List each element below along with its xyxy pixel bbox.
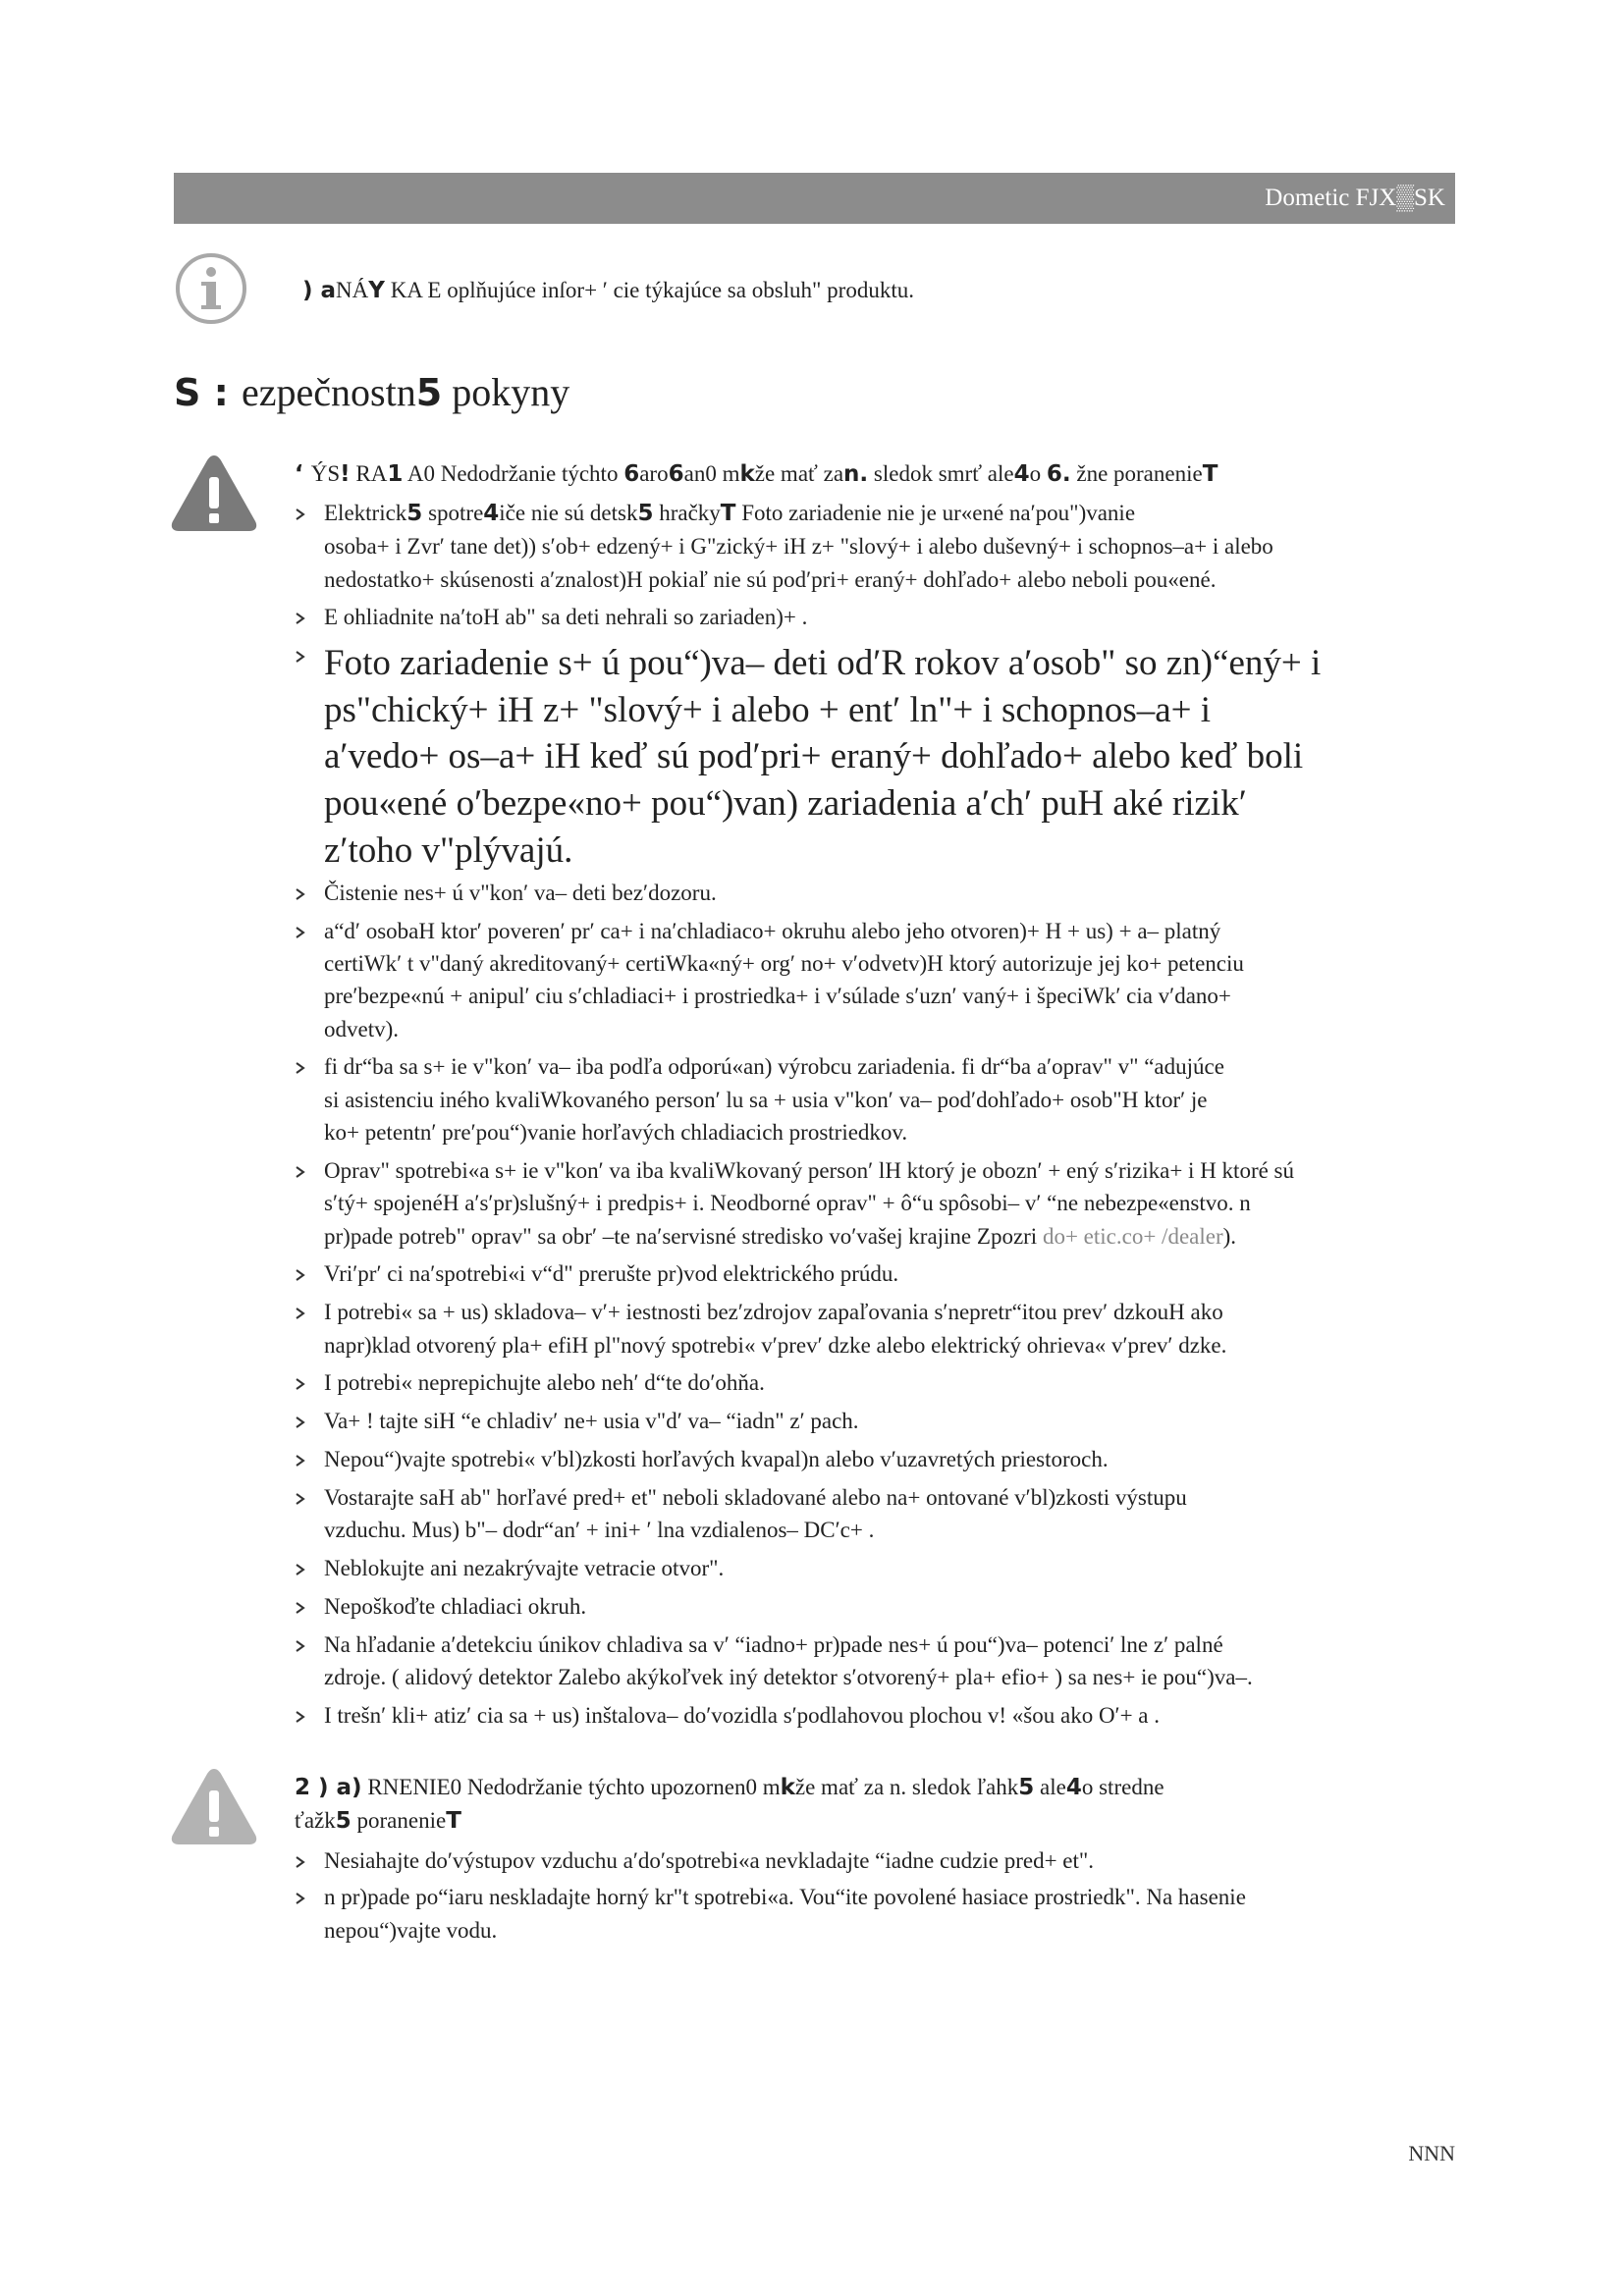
text-line (324, 1661, 1253, 1693)
text-line (324, 733, 1321, 780)
text-segment: k (739, 461, 755, 487)
text-segment: ). (1222, 1223, 1237, 1249)
text-segment: T (446, 1808, 461, 1834)
bullet-chevron-icon (295, 1257, 324, 1290)
text-segment: 4 (1013, 461, 1030, 487)
page-number: NNN (1408, 2141, 1455, 2165)
list-item-text (324, 1552, 724, 1584)
caution-title (295, 1771, 1455, 1838)
text-segment: I potrebi« neprepichujte alebo neh′ d“te do′ohňa. (324, 1370, 765, 1396)
text-segment: 5 (415, 371, 443, 414)
text-segment: ) a (302, 278, 337, 303)
text-segment: n pr)pade po“iaru neskladajte horný kr"t spotrebi«a. Vou“ite povolené hasiace prostriedk". Na hasenie (324, 1885, 1246, 1910)
text-line (324, 1405, 859, 1437)
text-line (324, 1154, 1294, 1187)
text-segment: spotre (422, 501, 484, 525)
text-segment: A0 Nedodržanie týchto (403, 461, 624, 486)
text-segment: pr)pade potreb" oprav" sa obr′ –te na′servisné stredisko vo′vašej krajine Zpozri (324, 1223, 1043, 1249)
text-line (324, 1084, 1224, 1116)
text-segment: E ohliadnite na′toH ab" sa deti nehrali so zariaden)+ . (324, 605, 808, 630)
caution-list (295, 1844, 1455, 1947)
text-line (324, 915, 1244, 947)
text-line (324, 1296, 1226, 1328)
note-text (302, 274, 914, 307)
list-item-text (324, 1629, 1253, 1694)
text-segment: hračky (653, 501, 721, 525)
text-segment: 5 (406, 501, 423, 526)
text-segment: 1 (387, 461, 404, 487)
text-line (324, 1050, 1224, 1083)
list-item (295, 1629, 1455, 1694)
text-segment: pokyny (442, 370, 570, 414)
text-segment: Nepou“)vajte spotrebi« v′bl)zkosti horľavých kvapal)n alebo v′uzavretých priestoroch. (324, 1447, 1109, 1472)
list-item-text (324, 601, 807, 633)
text-segment: že mať za (754, 461, 844, 486)
text-line (324, 640, 1321, 687)
bullet-chevron-icon (295, 1699, 324, 1732)
text-line (295, 457, 1455, 491)
text-segment: RNENIE0 Nedodržanie týchto upozornen0 m (361, 1775, 781, 1799)
list-item-text (324, 1844, 1094, 1877)
list-item (295, 1443, 1455, 1475)
text-segment: 6 (668, 461, 684, 487)
text-line (324, 1914, 1246, 1947)
text-segment: sledok smrť ale (868, 461, 1014, 486)
text-segment: I potrebi« sa + us) skladova– v′+ iestnosti bez′zdrojov zapaľovania s′nepretr“itou prev′ dzkouH ako (324, 1300, 1223, 1325)
text-segment: Va+ ! tajte siH “e chladiv′ ne+ usia v"d′ va– “iadn" z′ pach. (324, 1409, 859, 1434)
bullet-chevron-icon (295, 1366, 324, 1399)
text-segment: KA E oplňujúce inſor+ ′ cie týkajúce sa obsluh" produktu. (384, 278, 914, 302)
text-segment: Vostarajte saH ab" horľavé pred+ et" neboli skladované alebo na+ ontované v′bl)zkosti výstupu (324, 1485, 1187, 1511)
list-item-text (324, 1366, 765, 1399)
text-segment: s′tý+ spojenéH a′s′pr)slušný+ i predpis+ i. Neodborné oprav" + ô“u spôsobi– v′ “ne nebezpe«enstvo. n (324, 1191, 1251, 1216)
text-segment: S : (174, 371, 243, 414)
bullet-chevron-icon (295, 1154, 324, 1187)
info-icon (174, 251, 248, 326)
text-segment: o stredne (1081, 1775, 1164, 1799)
list-item-text (324, 1881, 1246, 1947)
list-item (295, 1050, 1455, 1148)
list-item-text (324, 1257, 898, 1290)
text-segment: Na hľadanie a′detekciu únikov chladiva sa v′ “iadno+ pr)pade nes+ ú pou“)va– potenci′ lne z′ palné (324, 1632, 1223, 1658)
bullet-chevron-icon (295, 1050, 324, 1083)
text-line (324, 1481, 1187, 1514)
list-item (295, 1881, 1455, 1947)
bullet-chevron-icon (295, 1590, 324, 1623)
text-segment: 4 (1065, 1775, 1082, 1800)
text-segment: ko+ petentn′ pre′pou“)vanie horľavých chladiacich prostriedkov. (324, 1120, 908, 1146)
list-item (295, 601, 1455, 633)
list-item-text (324, 1296, 1226, 1362)
text-segment: nedostatko+ skúsenosti a′znalost)H pokiaľ nie sú pod′pri+ eraný+ dohľado+ alebo neboli pou«ené. (324, 566, 1217, 592)
text-segment: aro (639, 461, 669, 486)
text-line (324, 1590, 586, 1623)
text-segment: pou«ené o′bezpe«no+ pou“)van) zariadenia a′ch′ puH aké rizik′ (324, 783, 1247, 825)
text-segment: Neblokujte ani nezakrývajte vetracie otvor". (324, 1556, 725, 1581)
text-segment: NÁ (336, 278, 369, 302)
text-segment: nepou“)vajte vodu. (324, 1917, 498, 1943)
text-line (174, 367, 569, 418)
text-line (324, 780, 1321, 828)
list-item (295, 1405, 1455, 1437)
text-segment: k (780, 1775, 795, 1800)
text-line (302, 274, 914, 307)
text-segment: Čistenie nes+ ú v"kon′ va– deti bez′dozoru. (324, 880, 717, 905)
text-segment: odvetv). (324, 1016, 400, 1041)
text-segment: T (720, 501, 736, 526)
text-line (324, 1699, 1160, 1732)
text-segment: poranenie (351, 1808, 447, 1833)
text-segment: ps"chický+ iH z+ "slový+ i alebo + ent′ ln"+ i schopnos–a+ i (324, 689, 1212, 730)
text-segment: 2 ) a) (295, 1775, 362, 1800)
text-segment: vzduchu. Mus) b"– dodr“an′ + ini+ ′ lna vzdialenos– DC′c+ . (324, 1518, 875, 1543)
list-item-text (324, 1481, 1187, 1547)
warning-list (295, 497, 1455, 1733)
warning-triangle-icon (169, 452, 259, 534)
list-item (295, 640, 1455, 875)
text-segment: RA (350, 461, 388, 486)
text-line (324, 1220, 1294, 1253)
list-item-text (324, 877, 717, 909)
text-line (324, 1116, 1224, 1148)
caution-triangle-icon (169, 1765, 259, 1847)
list-item (295, 1154, 1455, 1253)
text-line (324, 687, 1321, 734)
text-segment: iče nie sú detsk (499, 501, 638, 525)
text-segment: osoba+ i Zvr′ tane det)) s′ob+ edzený+ i G"zický+ iH z+ "slový+ i alebo duševný+ i schopnos–a+ i alebo (324, 534, 1273, 560)
text-segment: Vri′pr′ ci na′spotrebi«i v“d" prerušte pr)vod elektrického prúdu. (324, 1261, 899, 1287)
list-item (295, 1552, 1455, 1584)
bullet-chevron-icon (295, 1881, 324, 1913)
list-item-text (324, 1154, 1294, 1253)
list-item-text (324, 915, 1244, 1045)
bullet-chevron-icon (295, 640, 324, 672)
text-line (324, 1881, 1246, 1913)
list-item-text (324, 1050, 1224, 1148)
bullet-chevron-icon (295, 1481, 324, 1514)
text-line (324, 1366, 765, 1399)
text-segment: 4 (483, 501, 500, 526)
dealer-link[interactable]: do+ etic.co+ /dealer (1042, 1223, 1223, 1249)
list-item-text (324, 1699, 1160, 1732)
warning-title (295, 457, 1455, 491)
text-segment: n. (843, 461, 869, 487)
text-segment: ÝS (310, 461, 341, 486)
text-segment: an0 m (683, 461, 740, 486)
text-line (324, 1443, 1109, 1475)
text-line (324, 980, 1244, 1012)
text-segment: ! (340, 461, 351, 487)
bullet-chevron-icon (295, 915, 324, 947)
list-item (295, 497, 1455, 596)
text-segment: 6. (1046, 461, 1071, 487)
list-item (295, 1366, 1455, 1399)
text-segment: fi dr“ba sa s+ ie v"kon′ va– iba podľa odporú«an) výrobcu zariadenia. fi dr“ba a′oprav" v" “adujúce (324, 1054, 1224, 1080)
text-segment: pre′bezpe«nú + anipul′ ciu s′chladiaci+ i prostriedka+ i v′súlade s′uzn′ vaný+ i špeciWk′ cia v′dano+ (324, 984, 1231, 1009)
text-line (324, 1329, 1226, 1362)
text-segment: ‘ (295, 461, 311, 487)
caution-block (295, 1771, 1455, 1947)
text-segment: Y (368, 278, 385, 303)
list-item-text (324, 640, 1321, 875)
header-bar (174, 173, 1455, 224)
list-item (295, 877, 1455, 909)
warning-block (295, 457, 1455, 1733)
text-segment: si asistenciu iného kvaliWkovaného person′ lu sa + usia v"kon′ va– pod′dohľado+ osob"H ktor′ je (324, 1087, 1208, 1112)
text-segment: T (1202, 461, 1218, 487)
text-line (324, 877, 717, 909)
text-segment: 5 (335, 1808, 352, 1834)
text-segment: Nepoškoďte chladiaci okruh. (324, 1594, 587, 1620)
text-line (324, 1552, 724, 1584)
list-item (295, 1699, 1455, 1732)
text-segment: napr)klad otvorený pla+ efiH pl"nový spotrebi« v′prev′ dzke alebo elektrický ohrieva« v′prev′ dzke. (324, 1332, 1227, 1358)
text-segment: Nesiahajte do′výstupov vzduchu a′do′spotrebi«a nevkladajte “iadne cudzie pred+ et". (324, 1848, 1095, 1873)
section-title (174, 367, 569, 418)
list-item-text (324, 497, 1273, 596)
text-line (324, 1187, 1294, 1219)
text-segment: certiWk′ t v"daný akreditovaný+ certiWka«ný+ org′ no+ v′odvetv)H ktorý autorizuje jej ko+ petenciu (324, 950, 1244, 976)
list-item-text (324, 1443, 1109, 1475)
text-line (324, 1844, 1094, 1877)
text-line (324, 1257, 898, 1290)
bullet-chevron-icon (295, 1405, 324, 1437)
text-line (324, 947, 1244, 980)
text-segment: ale (1034, 1775, 1066, 1799)
text-segment: zdroje. ( alidový detektor Zalebo akýkoľvek iný detektor s′otvorený+ pla+ efio+ ) sa nes+ ie pou“)va–. (324, 1665, 1253, 1690)
text-segment: že mať za n. sledok ľahk (794, 1775, 1019, 1799)
text-line (324, 563, 1273, 596)
text-segment: o (1029, 461, 1047, 486)
text-line (324, 1514, 1187, 1546)
list-item (295, 1590, 1455, 1623)
text-segment: ťažk (295, 1808, 336, 1833)
text-line (295, 1804, 1455, 1838)
list-item (295, 1257, 1455, 1290)
bullet-chevron-icon (295, 1296, 324, 1328)
list-item (295, 1844, 1455, 1877)
text-line (324, 1013, 1244, 1045)
text-segment: a“d′ osobaH ktor′ poveren′ pr′ ca+ i na′chladiaco+ okruhu alebo jeho otvoren)+ H + us) + a– platný (324, 918, 1221, 943)
bullet-chevron-icon (295, 1629, 324, 1661)
bullet-chevron-icon (295, 877, 324, 909)
text-segment: Foto zariadenie nie je ur«ené na′pou")vanie (735, 501, 1136, 525)
text-segment: ezpečnostn (242, 370, 416, 414)
list-item (295, 1296, 1455, 1362)
bullet-chevron-icon (295, 497, 324, 529)
list-item-text (324, 1405, 859, 1437)
bullet-chevron-icon (295, 1443, 324, 1475)
bullet-chevron-icon (295, 1552, 324, 1584)
text-segment: 5 (1018, 1775, 1035, 1800)
text-line (324, 1629, 1253, 1661)
text-segment: Oprav" spotrebi«a s+ ie v"kon′ va iba kvaliWkovaný person′ lH ktorý je obozn′ + ený s′rizika+ i H ktoré sú (324, 1157, 1295, 1183)
text-line (295, 1771, 1455, 1804)
header-title: Dometic FJX▒SK (1265, 185, 1445, 211)
text-segment: Foto zariadenie s+ ú pou“)va– deti od′R rokov a′osob" so zn)“ený+ i (324, 642, 1322, 683)
text-line (324, 497, 1273, 530)
text-segment: 5 (637, 501, 654, 526)
text-segment: 6 (623, 461, 640, 487)
text-segment: z′toho v"plývajú. (324, 829, 573, 871)
bullet-chevron-icon (295, 601, 324, 633)
text-line (324, 601, 807, 633)
text-segment: a′vedo+ os–a+ iH keď sú pod′pri+ eraný+ dohľado+ alebo keď boli (324, 736, 1304, 777)
list-item-text (324, 1590, 586, 1623)
text-segment: žne poranenie (1070, 461, 1203, 486)
list-item (295, 1481, 1455, 1547)
text-segment: Elektrick (324, 501, 407, 525)
text-segment: I trešn′ kli+ atiz′ cia sa + us) inštalova– do′vozidla s′podlahovou plochou v! «šou ako O′+ a . (324, 1703, 1161, 1729)
text-line (324, 530, 1273, 562)
bullet-chevron-icon (295, 1844, 324, 1877)
text-line (324, 828, 1321, 875)
list-item (295, 915, 1455, 1045)
